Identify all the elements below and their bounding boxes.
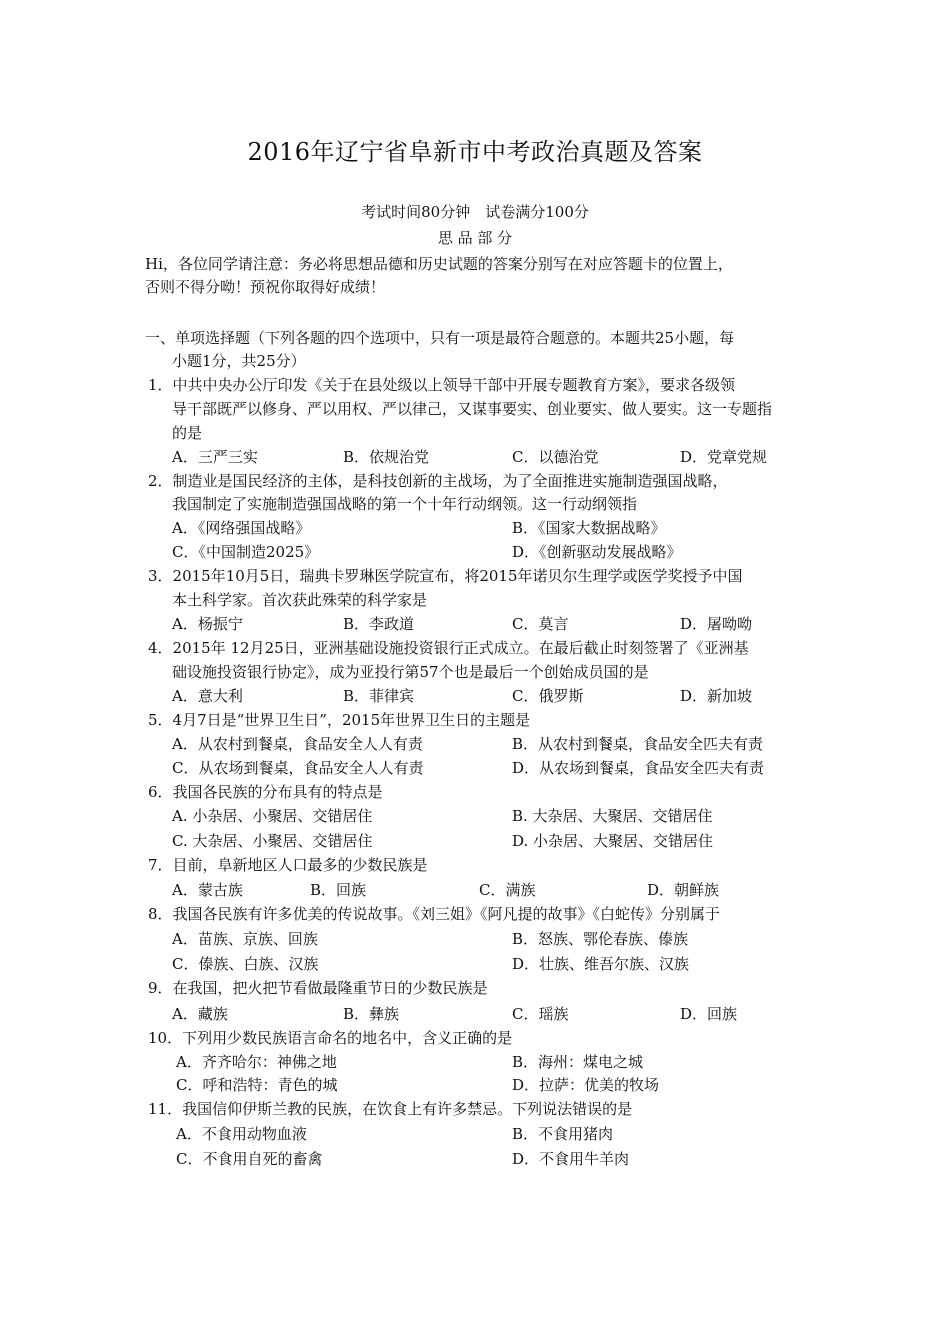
- option: C．呼和浩特：青色的城: [176, 1076, 338, 1094]
- option: A. 小杂居、小聚居、交错居住: [172, 807, 373, 825]
- part-heading: 一、单项选择题（下列各题的四个选项中，只有一项是最符合题意的。本题共25小题，每: [145, 329, 735, 347]
- option: D．新加坡: [680, 687, 753, 705]
- page-title: 2016年辽宁省阜新市中考政治真题及答案: [247, 138, 703, 166]
- question-stem: 8．我国各民族有许多优美的传说故事。《刘三姐》《阿凡提的故事》《白蛇传》分别属于: [148, 905, 721, 923]
- option: C．不食用自死的畜禽: [176, 1150, 323, 1168]
- option: C. 大杂居、小聚居、交错居住: [172, 832, 373, 850]
- option: B．菲律宾: [343, 687, 415, 705]
- option: A．蒙古族: [172, 881, 243, 899]
- option: D．回族: [680, 1005, 738, 1023]
- question-stem: 导干部既严以修身、严以用权、严以律己，又谋事要实、创业要实、做人要实。这一专题指: [172, 400, 773, 418]
- option: B．彝族: [343, 1005, 400, 1023]
- exam-info: 考试时间80分钟 试卷满分100分: [361, 203, 589, 221]
- option: C．莫言: [512, 615, 569, 633]
- option: C．傣族、白族、汉族: [172, 955, 319, 973]
- option: A．苗族、京族、回族: [172, 930, 318, 948]
- option: B．回族: [310, 881, 367, 899]
- option: B．怒族、鄂伦春族、傣族: [512, 930, 689, 948]
- option: B．李政道: [343, 615, 415, 633]
- option: A．藏族: [172, 1005, 228, 1023]
- question-stem: 我国制定了实施制造强国战略的第一个十年行动纲领。这一行动纲领指: [172, 495, 638, 513]
- question-stem: 9．在我国，把火把节看做最隆重节日的少数民族是: [148, 979, 488, 997]
- question-stem: 3．2015年10月5日，瑞典卡罗琳医学院宣布，将2015年诺贝尔生理学或医学奖授予中国: [148, 567, 743, 585]
- question-stem: 6．我国各民族的分布具有的特点是: [148, 783, 383, 801]
- option: A．三严三实: [172, 448, 258, 466]
- question-stem: 11．我国信仰伊斯兰教的民族，在饮食上有许多禁忌。下列说法错误的是: [148, 1100, 633, 1118]
- option: A．齐齐哈尔：神佛之地: [176, 1053, 337, 1071]
- question-stem: 4．2015年 12月25日，亚洲基础设施投资银行正式成立。在最后截止时刻签署了《亚洲基: [148, 639, 749, 657]
- question-stem: 础设施投资银行协定》，成为亚投行第57个也是最后一个创始成员国的是: [172, 663, 649, 681]
- option: B．从农村到餐桌，食品安全匹夫有责: [512, 735, 764, 753]
- notice-line: 否则不得分呦！预祝你取得好成绩！: [145, 278, 386, 296]
- option: C．以德治党: [512, 448, 599, 466]
- option: C．俄罗斯: [512, 687, 584, 705]
- option: C．满族: [479, 881, 536, 899]
- option: D．屠呦呦: [680, 615, 753, 633]
- option: A．不食用动物血液: [176, 1125, 307, 1143]
- section-heading: 思 品 部 分: [437, 229, 513, 247]
- notice-line: Hi，各位同学请注意：务必将思想品德和历史试题的答案分别写在对应答题卡的位置上，: [145, 255, 733, 273]
- part-heading: 小题1分，共25分）: [172, 352, 306, 370]
- option: B. 大杂居、大聚居、交错居住: [512, 807, 713, 825]
- question-stem: 7．目前，阜新地区人口最多的少数民族是: [148, 856, 428, 874]
- option: D．壮族、维吾尔族、汉族: [512, 955, 690, 973]
- option: B．不食用猪肉: [512, 1125, 614, 1143]
- option: B．海州：煤电之城: [512, 1053, 644, 1071]
- option: B．依规治党: [343, 448, 430, 466]
- option: C．《中国制造2025》: [172, 543, 320, 561]
- question-stem: 2．制造业是国民经济的主体，是科技创新的主战场，为了全面推进实施制造强国战略，: [148, 472, 728, 490]
- option: D．朝鲜族: [647, 881, 720, 899]
- option: D．《创新驱动发展战略》: [512, 543, 682, 561]
- question-stem: 5．4月7日是“世界卫生日”，2015年世界卫生日的主题是: [148, 711, 531, 729]
- option: A．杨振宁: [172, 615, 243, 633]
- option: C．瑶族: [512, 1005, 569, 1023]
- option: B．《国家大数据战略》: [512, 519, 666, 537]
- question-stem: 10．下列用少数民族语言命名的地名中，含义正确的是: [148, 1029, 513, 1047]
- option: A．《网络强国战略》: [172, 519, 311, 537]
- option: D．不食用牛羊肉: [512, 1150, 630, 1168]
- question-stem: 本土科学家。首次获此殊荣的科学家是: [172, 591, 428, 609]
- option: C．从农场到餐桌，食品安全人人有责: [172, 759, 424, 777]
- option: D．从农场到餐桌，食品安全匹夫有责: [512, 759, 765, 777]
- option: D. 小杂居、大聚居、交错居住: [512, 832, 714, 850]
- option: D．拉萨：优美的牧场: [512, 1076, 660, 1094]
- option: A．意大利: [172, 687, 243, 705]
- option: D．党章党规: [680, 448, 768, 466]
- option: A．从农村到餐桌，食品安全人人有责: [172, 735, 423, 753]
- question-stem: 1．中共中央办公厅印发《关于在县处级以上领导干部中开展专题教育方案》，要求各级领: [148, 376, 736, 394]
- question-stem: 的是: [172, 424, 203, 442]
